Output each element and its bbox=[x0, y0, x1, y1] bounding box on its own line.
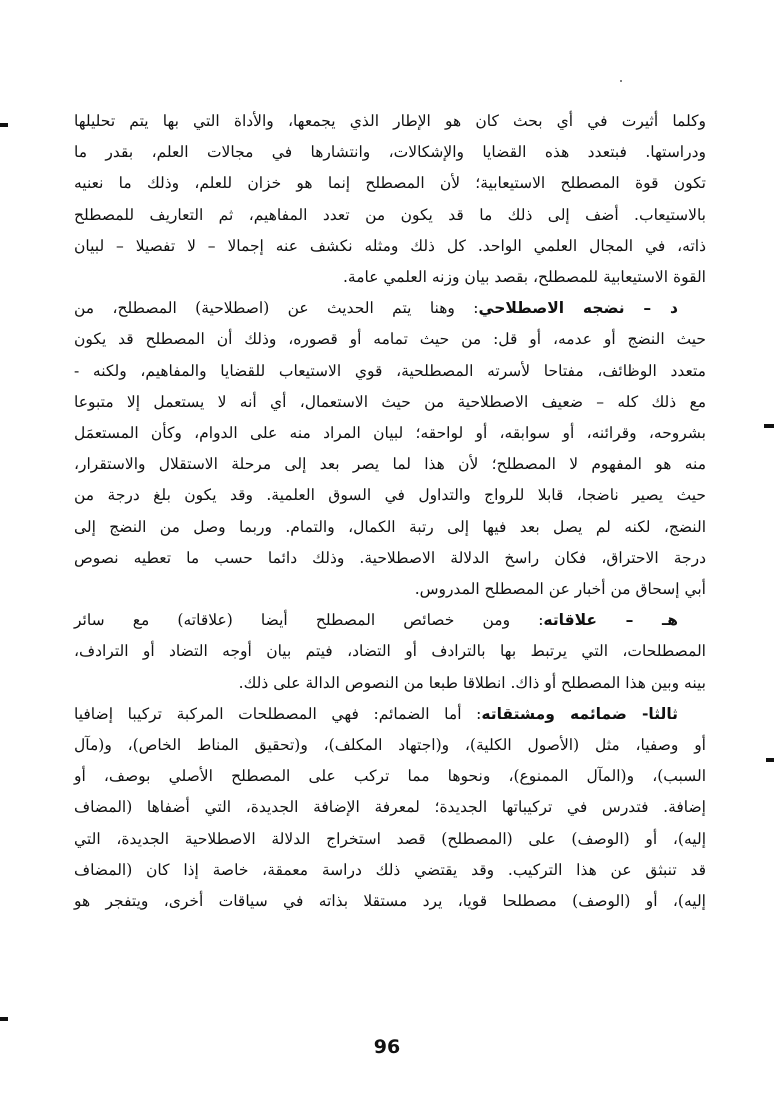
text-line bbox=[74, 137, 706, 168]
text-line bbox=[74, 512, 706, 543]
line-text: إليه)، أو (الوصف) على (المصطلح) قصد استخراج الدلالة الاصطلاحية الجديدة، التي bbox=[74, 829, 706, 848]
line-text: : أما الضمائم: فهي المصطلحات المركبة تركيبا إضافيا bbox=[74, 704, 482, 723]
text-line bbox=[74, 792, 706, 823]
line-text: درجة الاحتراق، فكان راسخ الدلالة الاصطلاحية. وذلك دائما حسب ما تعطيه نصوص bbox=[74, 548, 706, 567]
line-text: إضافة. فتدرس في تركيباتها الجديدة؛ لمعرفة الإضافة الجديدة، التي أضفاها (المضاف bbox=[74, 798, 706, 817]
margin-mark bbox=[0, 1017, 8, 1021]
line-text: حيث النضج أو عدمه، أو قل: من حيث تمامه أو قصوره، وذلك أن المصطلح قد يكون bbox=[74, 330, 706, 349]
margin-mark bbox=[0, 123, 8, 127]
line-text: ذاته، في المجال العلمي الواحد. كل ذلك ومثله نكشف عنه إجمالا – لا تفصيلا – لبيان bbox=[74, 236, 706, 255]
line-text: أبي إسحاق من أخبار عن المصطلح المدروس. bbox=[414, 580, 706, 599]
text-line bbox=[74, 605, 706, 636]
text-line bbox=[74, 636, 706, 667]
text-line bbox=[74, 356, 706, 387]
section-heading: ثالثا- ضمائمه ومشتقاته bbox=[481, 704, 678, 723]
line-text: المصطلحات، التي يرتبط بها بالترادف أو التضاد، فيتم بيان أوجه التضاد أو الترادف، bbox=[74, 642, 706, 661]
line-text: منه هو المفهوم لا المصطلح؛ لأن هذا لما يصر بعد إلى مرحلة الاستقلال والاستقرار، bbox=[74, 455, 706, 474]
line-text: بينه وبين هذا المصطلح أو ذاك. انطلاقا طبعا من النصوص الدالة على ذلك. bbox=[238, 673, 706, 692]
scan-speck bbox=[620, 80, 622, 82]
section-heading: د – نضجه الاصطلاحي bbox=[478, 299, 678, 318]
line-text: مع ذلك كله – ضعيف الاصطلاحية من حيث الاستعمال، أي أنه لا يستعمل إلا متبوعا bbox=[74, 392, 706, 411]
text-line bbox=[74, 231, 706, 262]
line-text: وكلما أثيرت في أي بحث كان هو الإطار الذي يجمعها، والأداة التي بها يتم تحليلها bbox=[74, 112, 706, 130]
text-line bbox=[74, 699, 706, 730]
line-text: السبب)، و(المآل الممنوع)، ونحوها مما تركب على المصطلح الأصلي بوصف، أو bbox=[74, 767, 706, 786]
text-line bbox=[74, 293, 706, 324]
text-line bbox=[74, 262, 706, 293]
text-line bbox=[74, 106, 706, 137]
text-line bbox=[74, 200, 706, 231]
text-line bbox=[74, 480, 706, 511]
line-text: بالاستيعاب. أضف إلى ذلك ما قد يكون من تعدد المفاهيم، ثم التعاريف للمصطلح bbox=[74, 205, 706, 224]
line-text: أو وصفيا، مثل (الأصول الكلية)، و(اجتهاد المكلف)، و(تحقيق المناط الخاص)، و(مآل bbox=[74, 736, 706, 755]
line-text: متعدد الوظائف، مفتاحا لأسرته المصطلحية، قوي الاستيعاب للقضايا والمفاهيم، ولكنه - bbox=[74, 361, 706, 380]
text-line bbox=[74, 574, 706, 605]
line-text: حيث يصير ناضجا، قابلا للرواج والتداول في السوق العلمية. وقد يكون بلغ درجة من bbox=[74, 486, 706, 505]
section-heading: هـ – علاقاته bbox=[543, 611, 678, 630]
text-line bbox=[74, 668, 706, 699]
text-line bbox=[74, 886, 706, 917]
text-line bbox=[74, 761, 706, 792]
line-text: ودراستها. فبتعدد هذه القضايا والإشكالات، وانتشارها في مجالات العلم، بقدر ما bbox=[74, 143, 706, 162]
line-text: تكون قوة المصطلح الاستيعابية؛ لأن المصطلح إنما هو خزان للعلم، وذلك ما نعنيه bbox=[74, 174, 706, 193]
text-line bbox=[74, 387, 706, 418]
text-line bbox=[74, 449, 706, 480]
text-line bbox=[74, 730, 706, 761]
text-line bbox=[74, 824, 706, 855]
page-number: 96 bbox=[373, 1036, 401, 1058]
line-text: قد تنبثق عن هذا التركيب. وقد يقتضي ذلك دراسة معمقة، خاصة إذا كان (المضاف bbox=[74, 860, 706, 879]
text-line bbox=[74, 855, 706, 886]
line-text: القوة الاستيعابية للمصطلح، بقصد بيان وزنه العلمي عامة. bbox=[342, 268, 706, 287]
line-text: إليه)، أو (الوصف) مصطلحا قويا، يرد مستقلا بذاته في سياقات أخرى، ويتفجر هو bbox=[74, 892, 706, 911]
text-line bbox=[74, 543, 706, 574]
text-line bbox=[74, 324, 706, 355]
line-text: : وهنا يتم الحديث عن (اصطلاحية) المصطلح، من bbox=[74, 299, 479, 318]
text-line bbox=[74, 168, 706, 199]
line-text: بشروحه، وقرائنه، أو سوابقه، أو لواحقه؛ لبيان المراد منه على الدوام، وكأن المستعمَل bbox=[74, 424, 706, 443]
margin-mark bbox=[766, 758, 774, 762]
line-text: : ومن خصائص المصطلح أيضا (علاقاته) مع سائر bbox=[74, 611, 544, 630]
line-text: النضج، لكنه لم يصل بعد فيها إلى رتبة الكمال، والتمام. وربما وصل من النضج إلى bbox=[74, 517, 706, 536]
margin-mark bbox=[764, 424, 774, 428]
document-body bbox=[74, 106, 706, 917]
text-line bbox=[74, 418, 706, 449]
